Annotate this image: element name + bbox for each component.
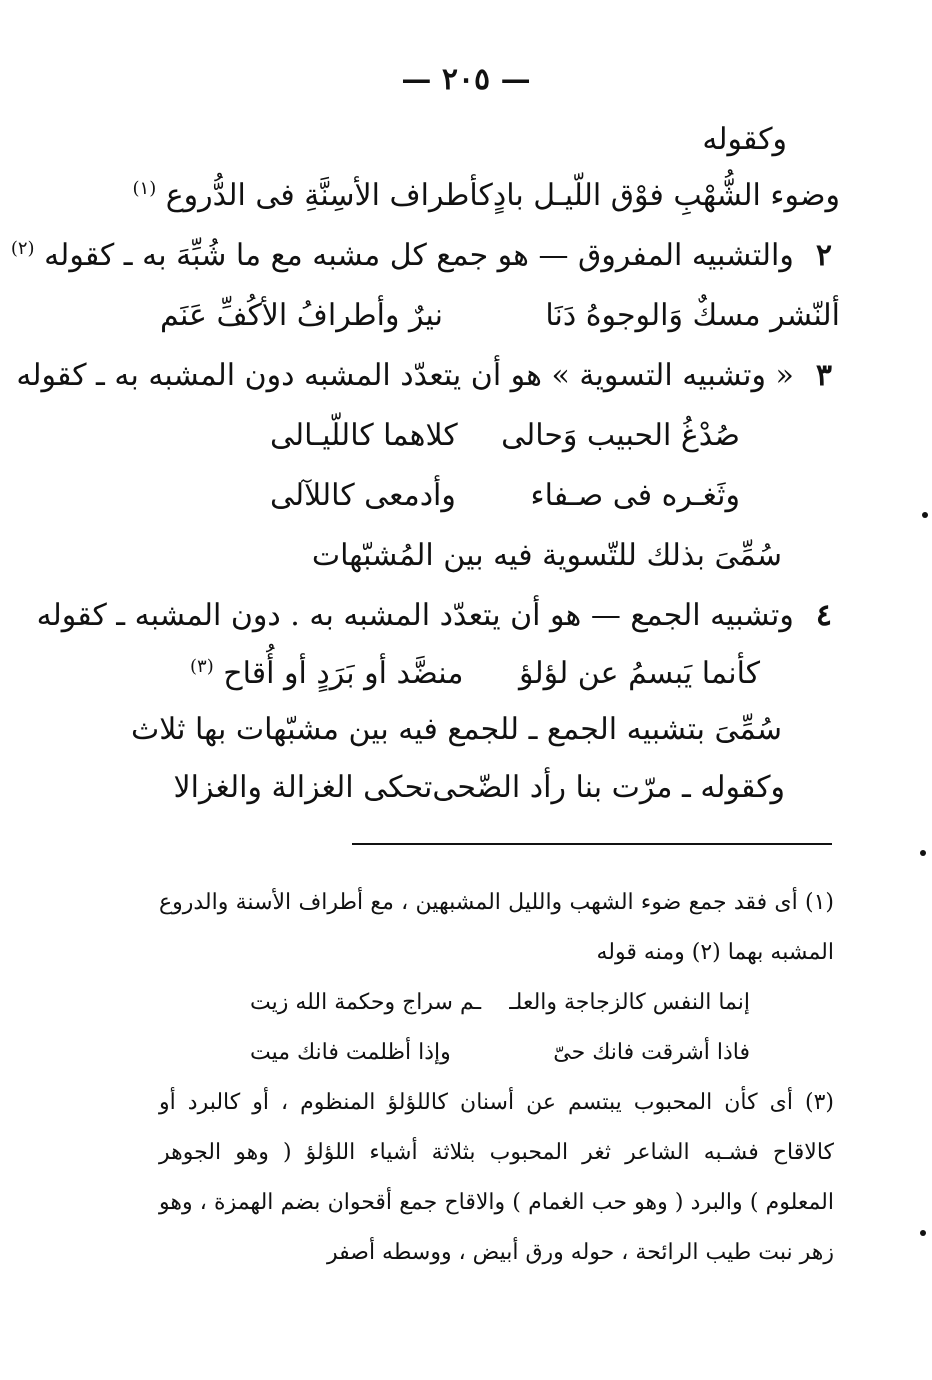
hemistich: إنما النفس كالزجاجة والعلـ [509, 990, 750, 1015]
text-content: والتشبيه المفروق — هو جمع كل مشبه مع ما شُبِّهَ به ـ كقوله [44, 238, 794, 273]
verse-line [270, 478, 740, 513]
hemistich [190, 656, 463, 691]
text-line: وكقوله [702, 122, 787, 157]
text-line [16, 358, 832, 393]
item-number: ٣ [815, 358, 832, 393]
hemistich: وأدمعى كاللآلى [270, 478, 456, 513]
hemistich-text: كأطراف الأسِنَّةِ فى الدُّروع [165, 178, 493, 213]
footnote-1-2: (١) أى فقد جمع ضوء الشهب والليل المشبهين ، مع أطراف الأسنة والدروع المشبه بهما (٢) ومنه قوله [159, 890, 834, 965]
hemistich: وكقوله ـ مرّت بنا رأد الضّحى [432, 770, 785, 805]
hemistich: فاذا أشرقت فانك حىّ [553, 1040, 750, 1065]
text-line: سُمِّىَ بتشبيه الجمع ـ للجمع فيه بين مشبّهات بها ثلاث [131, 712, 782, 747]
footnote-verse-line [250, 990, 750, 1015]
margin-mark [922, 512, 928, 518]
hemistich: ـم سراج وحكمة الله زيت [250, 990, 482, 1015]
hemistich: وثَغـره فى صـفاء [530, 478, 740, 513]
margin-mark [920, 850, 926, 856]
hemistich [132, 178, 492, 213]
footnote-separator [352, 843, 832, 845]
page-number: — ٢٠٥ — [401, 62, 531, 97]
verse-line [270, 418, 740, 453]
footnote-3: (٣) أى كأن المحبوب يبتسم عن أسنان كاللؤلؤ المنظوم ، أو كالبرد أو كالاقاح فشـبه الشاعر ثغر المحبوب بثلاثة أشياء اللؤلؤ ( وهو الجوهر المعلوم ) والبرد ( وهو حب الغمام ) والاقاح جمع أقحوان بضم الهمزة ، وهو زهر نبت طيب الرائحة ، حوله ورق أبيض ، ووسطه أصفر [159, 1090, 834, 1265]
hemistich: كأنما يَبسمُ عن لؤلؤ [518, 656, 760, 691]
footnote-marker: (٣) [190, 656, 214, 677]
hemistich-text: منضَّد أو بَرَدٍ أو أُقاح [223, 656, 464, 691]
verse-line [160, 298, 840, 333]
text-line: سُمِّىَ بذلك للتّسوية فيه بين المُشبّهات [311, 538, 782, 573]
hemistich: وإذا أظلمت فانك ميت [250, 1040, 451, 1065]
item-number: ٢ [815, 238, 832, 273]
footnote-marker: (١) [132, 178, 157, 199]
verse-line [132, 178, 840, 213]
hemistich: ألنّشر مسكٌ وَالوجوهُ دَنَا [545, 298, 840, 333]
text-content: وتشبيه الجمع — هو أن يتعدّد المشبه به . دون المشبه ـ كقوله [36, 598, 794, 633]
text-line [37, 598, 832, 633]
hemistich: نيرٌ وأطرافُ الأكُفِّ عَنَم [160, 298, 443, 333]
hemistich: وضوء الشُّهْبِ فوْق اللّيـل بادٍ [492, 178, 840, 213]
text-line [11, 238, 832, 273]
hemistich: كلاهما كاللّيـالى [270, 418, 458, 453]
verse-line [173, 770, 785, 805]
verse-line [190, 656, 760, 691]
text-content: « وتشبيه التسوية » هو أن يتعدّد المشبه دون المشبه به ـ كقوله [16, 358, 794, 393]
margin-mark [920, 1230, 926, 1236]
hemistich: تحكى الغزالة والغزالا [173, 770, 433, 805]
hemistich: صُدْغُ الحبيب وَحالى [501, 418, 740, 453]
item-number: ٤ [815, 598, 832, 633]
footnote-marker: (٢) [10, 238, 35, 259]
footnote-verse-line [250, 1040, 750, 1065]
